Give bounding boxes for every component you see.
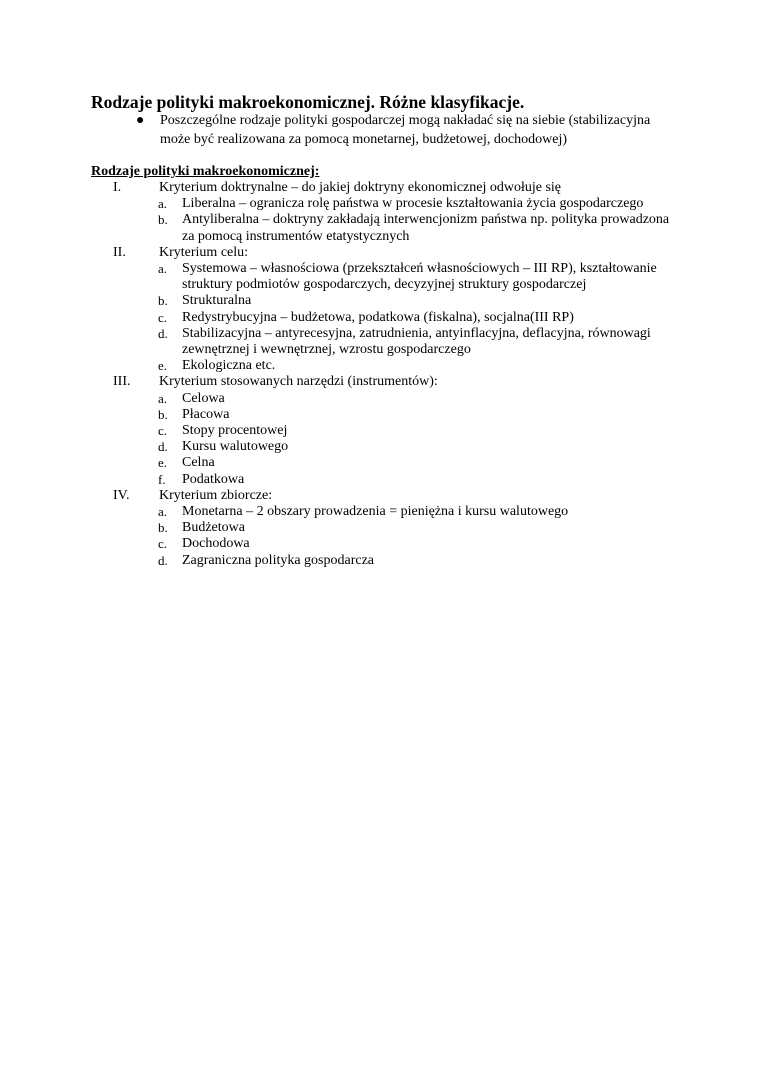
criterion-number: II. xyxy=(113,244,126,260)
list-item-text: Podatkowa xyxy=(182,471,245,487)
list-item-letter: d. xyxy=(158,325,168,341)
list-item xyxy=(91,261,681,293)
criterion-row xyxy=(91,488,681,504)
list-item-text: Płacowa xyxy=(182,406,230,422)
list-item-letter: a. xyxy=(158,261,168,277)
criterion-number: III. xyxy=(113,374,131,390)
list-item-letter: a. xyxy=(158,196,168,212)
intro-bullet xyxy=(136,112,666,149)
list-item-letter: e. xyxy=(158,358,168,374)
list-item-text: Systemowa – własnościowa (przekształceń własnościowych – III RP), kształtowanie struktury podmiotów gospodarczych, decyzyjnej struktury gospodarczej xyxy=(182,261,657,293)
list-item-text: Budżetowa xyxy=(182,520,245,536)
list-item xyxy=(91,504,681,520)
criteria-outline xyxy=(91,180,681,569)
list-item-letter: b. xyxy=(158,293,168,309)
list-item-letter: d. xyxy=(158,552,168,568)
list-item-text: Redystrybucyjna – budżetowa, podatkowa (fiskalna), socjalna(III RP) xyxy=(182,309,574,325)
criterion-row xyxy=(91,180,681,196)
list-item-text: Strukturalna xyxy=(182,293,252,309)
list-item xyxy=(91,455,681,471)
criterion-number: IV. xyxy=(113,487,130,503)
list-item xyxy=(91,472,681,488)
list-item xyxy=(91,391,681,407)
criterion-number: I. xyxy=(113,180,122,195)
list-item xyxy=(91,358,681,374)
list-item xyxy=(91,439,681,455)
criterion-label: Kryterium stosowanych narzędzi (instrumentów): xyxy=(159,374,438,390)
list-item-text: Celna xyxy=(182,455,215,471)
list-item-text: Monetarna – 2 obszary prowadzenia = pieniężna i kursu walutowego xyxy=(182,504,569,520)
list-item-letter: b. xyxy=(158,520,168,536)
criterion-label: Kryterium celu: xyxy=(159,244,249,260)
list-item xyxy=(91,212,681,244)
list-item-text: Stabilizacyjna – antyrecesyjna, zatrudnienia, antyinflacyjna, deflacyjna, równowagi zewnętrznej i wewnętrznej, wzrostu gospodarczego xyxy=(182,325,651,358)
criterion-label: Kryterium zbiorcze: xyxy=(159,487,273,503)
list-item-letter: a. xyxy=(158,504,168,520)
list-item-letter: c. xyxy=(158,423,168,439)
list-item-letter: c. xyxy=(158,309,168,325)
intro-bullet-text: Poszczególne rodzaje polityki gospodarczej mogą nakładać się na siebie (stabilizacyjna może być realizowana za pomocą monetarnej, budżetowej, dochodowej) xyxy=(160,113,651,147)
list-item-letter: b. xyxy=(158,212,168,228)
list-item-text: Celowa xyxy=(182,390,225,406)
criterion-row xyxy=(91,374,681,390)
list-item-text: Antyliberalna – doktryny zakładają interwencjonizm państwa np. polityka prowadzona za pomocą instrumentów etatystycznych xyxy=(182,212,670,244)
bullet-icon: ● xyxy=(136,113,145,128)
list-item-text: Stopy procentowej xyxy=(182,423,288,439)
section-heading: Rodzaje polityki makroekonomicznej: xyxy=(91,164,320,179)
list-item-letter: f. xyxy=(158,471,166,487)
list-item-text: Ekologiczna etc. xyxy=(182,358,276,374)
list-item xyxy=(91,293,681,309)
list-item xyxy=(91,520,681,536)
list-item-text: Zagraniczna polityka gospodarcza xyxy=(182,552,375,568)
list-item xyxy=(91,536,681,552)
list-item-letter: e. xyxy=(158,455,168,471)
list-item xyxy=(91,310,681,326)
list-item-text: Kursu walutowego xyxy=(182,439,289,455)
criterion-label: Kryterium doktrynalne – do jakiej doktryny ekonomicznej odwołuje się xyxy=(159,180,562,195)
list-item-letter: c. xyxy=(158,536,168,552)
list-item-letter: a. xyxy=(158,390,168,406)
list-item xyxy=(91,326,681,358)
list-item xyxy=(91,196,681,212)
list-item-letter: d. xyxy=(158,439,168,455)
list-item xyxy=(91,407,681,423)
list-item xyxy=(91,553,681,569)
list-item-text: Dochodowa xyxy=(182,536,250,552)
criterion-row xyxy=(91,245,681,261)
document-title: Rodzaje polityki makroekonomicznej. Różne klasyfikacje. xyxy=(91,92,525,112)
list-item-text: Liberalna – ogranicza rolę państwa w procesie kształtowania życia gospodarczego xyxy=(182,196,644,212)
list-item xyxy=(91,423,681,439)
list-item-letter: b. xyxy=(158,406,168,422)
